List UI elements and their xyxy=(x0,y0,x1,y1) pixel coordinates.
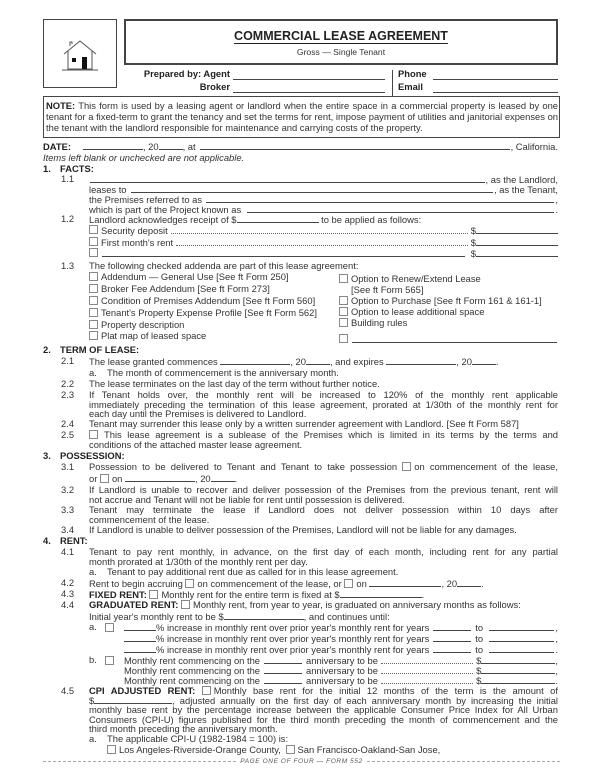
other-addendum-field[interactable] xyxy=(352,334,557,343)
addendum-item: Option to lease additional space xyxy=(339,307,484,317)
addendum-checkbox[interactable] xyxy=(339,296,348,305)
item-number: 2.5 xyxy=(61,429,75,440)
possession-date-row: or on , 20 . xyxy=(89,473,238,484)
fixed-rent-checkbox[interactable] xyxy=(149,590,158,599)
landlord-row: , as the Landlord, xyxy=(89,174,558,185)
other-payment-checkbox[interactable] xyxy=(89,248,98,257)
fixed-rent-row: FIXED RENT: Monthly rent for the entire term is fixed at $ . xyxy=(89,589,425,600)
tenant-field[interactable] xyxy=(131,184,494,193)
title-box xyxy=(124,19,558,65)
landlord-field[interactable] xyxy=(90,174,485,183)
item-number: 2.4 xyxy=(61,418,75,429)
anniversary-row: Monthly rent commencing on the anniversary to be $ . xyxy=(124,675,558,686)
pct-row: % increase in monthly rent over prior year's monthly rent for years to , xyxy=(124,633,558,644)
item-number: 1.1 xyxy=(61,173,75,184)
rent-date-field[interactable] xyxy=(369,578,441,587)
year-to-field[interactable] xyxy=(489,644,554,653)
commence-year-field[interactable] xyxy=(306,356,330,365)
item-text: This lease agreement is a sublease of the Premises which is limited in its terms by the terms and xyxy=(89,430,558,440)
broker-label: Broker xyxy=(199,81,230,92)
item-number: 4.5 xyxy=(61,685,75,696)
addendum-checkbox[interactable] xyxy=(89,331,98,340)
security-amount-field[interactable] xyxy=(476,225,558,234)
house-icon xyxy=(60,38,100,74)
location-field[interactable] xyxy=(200,141,510,150)
broker-field[interactable] xyxy=(233,83,385,93)
graduated-rent-row: GRADUATED RENT: Monthly rent, from year to year, is graduated on anniversary months as follows: xyxy=(89,599,521,610)
item-text: The applicable CPI-U (1982-1984 = 100) is: xyxy=(107,733,289,744)
footer-rule xyxy=(367,761,560,762)
item-text: If Landlord is unable to deliver possession of the Premises, Landlord will not be liable for any damages. xyxy=(89,524,517,535)
item-number: 3.1 xyxy=(61,461,75,472)
item-text: Consumers (CPI-U) figures published for the third month preceding the month of commencement and the xyxy=(89,713,558,725)
security-deposit-row: Security deposit $ xyxy=(89,225,558,236)
year-from-field[interactable] xyxy=(433,644,471,653)
year-to-field[interactable] xyxy=(489,622,554,631)
item-number: 4.4 xyxy=(61,599,75,610)
expire-year-field[interactable] xyxy=(472,356,496,365)
possession-commencement-checkbox[interactable] xyxy=(402,462,411,471)
cpi-row: CPI ADJUSTED RENT: Monthly base rent for the initial 12 months of the term is the amount of xyxy=(89,685,558,696)
cpi-row: $ , adjusted annually on the first day of each anniversary month by increasing the initial xyxy=(89,694,558,706)
addendum-checkbox[interactable] xyxy=(89,320,98,329)
possession-date-field[interactable] xyxy=(125,473,195,482)
item-text: If Landlord is unable to recover and deliver possession of the Premises from the previous tenant, rent will xyxy=(89,484,558,495)
sub-letter: a. xyxy=(89,566,97,577)
section-title: POSSESSION: xyxy=(60,450,125,461)
item-number: 3.2 xyxy=(61,484,75,495)
other-payment-row: $ xyxy=(89,248,558,259)
addendum-item: Building rules xyxy=(339,318,407,328)
rent-date-checkbox[interactable] xyxy=(344,579,353,588)
addendum-checkbox[interactable] xyxy=(89,308,98,317)
footer-rule xyxy=(43,761,236,762)
section-number: 4. xyxy=(43,535,51,546)
graduated-rent-checkbox[interactable] xyxy=(181,600,190,609)
email-label: Email xyxy=(398,81,424,92)
other-payment-field[interactable] xyxy=(102,248,465,257)
anniversary-amount-field[interactable] xyxy=(481,655,555,664)
item-number: 1.3 xyxy=(61,260,75,271)
form-title: COMMERCIAL LEASE AGREEMENT xyxy=(234,29,448,43)
sf-cpi-checkbox[interactable] xyxy=(286,745,295,754)
item-number: 2.1 xyxy=(61,355,75,366)
item-number: 4.2 xyxy=(61,577,75,588)
addendum-checkbox[interactable] xyxy=(339,334,348,343)
phone-label: Phone xyxy=(398,68,427,79)
item-text: commencement of the lease. xyxy=(89,513,210,525)
expire-date-field[interactable] xyxy=(386,356,456,365)
initial-rent-row: Initial year's monthly rent to be $ , and continues until: xyxy=(89,611,390,622)
section-number: 3. xyxy=(43,450,51,461)
year-to-field[interactable] xyxy=(489,633,554,642)
section-title: RENT: xyxy=(60,535,88,546)
email-field[interactable] xyxy=(433,83,558,93)
item-text: The lease terminates on the last day of the term without further notice. xyxy=(89,378,380,389)
item-number: 2.3 xyxy=(61,389,75,400)
term-row: The lease granted commences , 20 , and expires , 20 . xyxy=(89,356,499,367)
addenda-intro: The following checked addenda are part of this lease agreement: xyxy=(89,260,359,271)
addendum-checkbox[interactable] xyxy=(339,307,348,316)
section-number: 2. xyxy=(43,344,51,355)
page-footer xyxy=(43,758,560,765)
rent-commencement-checkbox[interactable] xyxy=(185,579,194,588)
addendum-item: Tenant's Property Expense Profile [See ft Form 562] xyxy=(89,308,317,318)
item-number: 4.1 xyxy=(61,546,75,557)
item-text: The month of commencement is the anniversary month. xyxy=(107,367,339,378)
addendum-item: Broker Fee Addendum [See ft Form 273] xyxy=(89,284,270,294)
receipt-amount-field[interactable] xyxy=(237,214,319,223)
item-text: each day until the Premises is delivered to Landlord. xyxy=(89,408,307,419)
footer-text: PAGE ONE OF FOUR — FORM 552 xyxy=(240,758,363,765)
first-rent-row: First month's rent $ xyxy=(89,237,558,248)
note-line: tenant for a fixed-term to grant the tenancy and set the terms for rent, impose payment of utilities and janitorial expenses on xyxy=(46,111,558,122)
other-amount-field[interactable] xyxy=(476,248,558,257)
pct-field[interactable] xyxy=(124,644,156,653)
sub-letter: a. xyxy=(89,367,97,378)
section-number: 1. xyxy=(43,163,51,174)
year-from-field[interactable] xyxy=(433,633,471,642)
first-rent-amount-field[interactable] xyxy=(476,237,558,246)
sub-letter: a. xyxy=(89,621,97,632)
item-text: Tenant may surrender this lease only by a written surrender agreement with Landlord. [See ft Form 587] xyxy=(89,418,519,429)
commence-date-field[interactable] xyxy=(220,356,290,365)
addendum-checkbox[interactable] xyxy=(339,274,348,283)
item-number: 3.3 xyxy=(61,504,75,515)
anniversary-field[interactable] xyxy=(264,675,302,684)
tenant-row: leases to , as the Tenant, xyxy=(89,184,558,195)
section-title: FACTS: xyxy=(60,163,94,174)
rent-year-field[interactable] xyxy=(457,578,481,587)
premises-row: the Premises referred to as , xyxy=(89,194,558,205)
addendum-item: Option to Purchase [See ft Form 161 & 161-1] xyxy=(339,296,542,306)
item-number: 2.2 xyxy=(61,378,75,389)
prepared-by-label: Prepared by: Agent xyxy=(143,68,230,79)
item-text: If Tenant holds over, the monthly rent will be increased to 120% of the monthly rent applicable xyxy=(89,389,558,400)
item-number: 1.2 xyxy=(61,213,75,224)
item-text: immediately preceding the termination of this lease agreement, prorated at 1/30th of the monthly rent for xyxy=(89,398,558,410)
section-title: TERM OF LEASE: xyxy=(60,344,140,355)
anniversary-row: Monthly rent commencing on the anniversary to be $ , xyxy=(124,665,558,676)
year-field[interactable] xyxy=(159,141,183,150)
cpi-region-options: Los Angeles-Riverside-Orange County, San Francisco-Oakland-San Jose, xyxy=(107,745,440,755)
rent-begin-row: Rent to begin accruing on commencement of the lease, or on , 20 . xyxy=(89,578,484,589)
anniversary-amount-field[interactable] xyxy=(481,675,555,684)
item-text: Tenant to pay rent monthly, in advance, on the first day of each month, including rent for any partial xyxy=(89,546,558,557)
addendum-checkbox[interactable] xyxy=(89,296,98,305)
addendum-checkbox[interactable] xyxy=(89,272,98,281)
pct-field[interactable] xyxy=(124,633,156,642)
item-text: month prorated at 1/30th of the monthly rent per day. xyxy=(89,555,308,567)
cpi-base-rent-field[interactable] xyxy=(94,696,172,704)
anniversary-amount-field[interactable] xyxy=(481,665,555,674)
item-text: third month preceding the anniversary month. xyxy=(89,723,278,734)
addendum-item: Option to Renew/Extend Lease xyxy=(339,274,481,284)
item-number: 3.4 xyxy=(61,524,75,535)
initial-rent-field[interactable] xyxy=(224,611,304,620)
addendum-item: Plat map of leased space xyxy=(89,331,206,341)
date-field[interactable] xyxy=(83,141,143,150)
item-text: not accrue and Tenant will not be liable for rent until possession is delivered. xyxy=(89,493,405,505)
addendum-checkbox[interactable] xyxy=(89,284,98,293)
pct-row: % increase in monthly rent over prior year's monthly rent for years to . xyxy=(124,644,558,655)
addendum-item: Condition of Premises Addendum [See ft Form 560] xyxy=(89,296,315,306)
form-subtitle: Gross — Single Tenant xyxy=(296,47,386,57)
premises-field[interactable] xyxy=(206,194,554,203)
project-field[interactable] xyxy=(247,204,554,213)
fixed-rent-field[interactable] xyxy=(340,589,422,598)
divider xyxy=(392,70,393,97)
anniversary-row: Monthly rent commencing on the anniversary to be $ , xyxy=(124,655,558,666)
sub-letter: b. xyxy=(89,654,97,665)
item-text: Tenant may terminate the lease if Landlord does not deliver possession within 10 days after xyxy=(89,504,558,515)
date-row: DATE: , 20 , at , California. xyxy=(43,141,558,152)
note-line: the tenant with the landlord responsible for maintenance and carrying costs of the property. xyxy=(46,122,423,133)
pct-field[interactable] xyxy=(124,622,156,631)
la-cpi-checkbox[interactable] xyxy=(107,745,116,754)
addendum-item: Property description xyxy=(89,320,184,330)
project-row: which is part of the Project known as . xyxy=(89,204,558,215)
receipt-row: Landlord acknowledges receipt of $ to be applied as follows: xyxy=(89,214,422,225)
item-text: Tenant to pay additional rent due as called for in this lease agreement. xyxy=(107,566,399,577)
pct-row: % increase in monthly rent over prior year's monthly rent for years to , xyxy=(124,622,558,633)
item-text: conditions of the attached master lease agreement. xyxy=(89,439,303,450)
sublease-checkbox[interactable] xyxy=(89,430,98,439)
possession-date-checkbox[interactable] xyxy=(100,474,109,483)
possession-year-field[interactable] xyxy=(211,473,235,482)
agent-field[interactable] xyxy=(233,70,385,80)
addendum-item-continued: [See ft Form 565] xyxy=(351,284,424,295)
security-deposit-checkbox[interactable] xyxy=(89,225,98,234)
pct-increase-checkbox[interactable] xyxy=(105,623,114,632)
addendum-checkbox[interactable] xyxy=(339,318,348,327)
addendum-item-blank xyxy=(339,330,558,343)
item-text: Possession to be delivered to Tenant and Tenant to take possession on commencement of the lease, xyxy=(89,461,558,472)
item-text: monthly base rent by the percentage increase between the applicable Consumer Price Index for All Urban xyxy=(89,704,558,715)
first-rent-checkbox[interactable] xyxy=(89,237,98,246)
anniversary-field[interactable] xyxy=(264,655,302,664)
logo-box xyxy=(43,19,117,88)
addendum-item: Addendum — General Use [See ft Form 250] xyxy=(89,272,289,282)
note-line: NOTE: This form is used by a leasing agent or landlord when the entire space in a commercial property is leased by one xyxy=(46,100,559,111)
phone-field[interactable] xyxy=(433,70,558,80)
sub-letter: a. xyxy=(89,733,97,744)
item-number: 4.3 xyxy=(61,588,75,599)
anniversary-field[interactable] xyxy=(264,665,302,674)
anniversary-rent-checkbox[interactable] xyxy=(105,656,114,665)
year-from-field[interactable] xyxy=(433,622,471,631)
instructions: Items left blank or unchecked are not applicable. xyxy=(43,152,245,163)
